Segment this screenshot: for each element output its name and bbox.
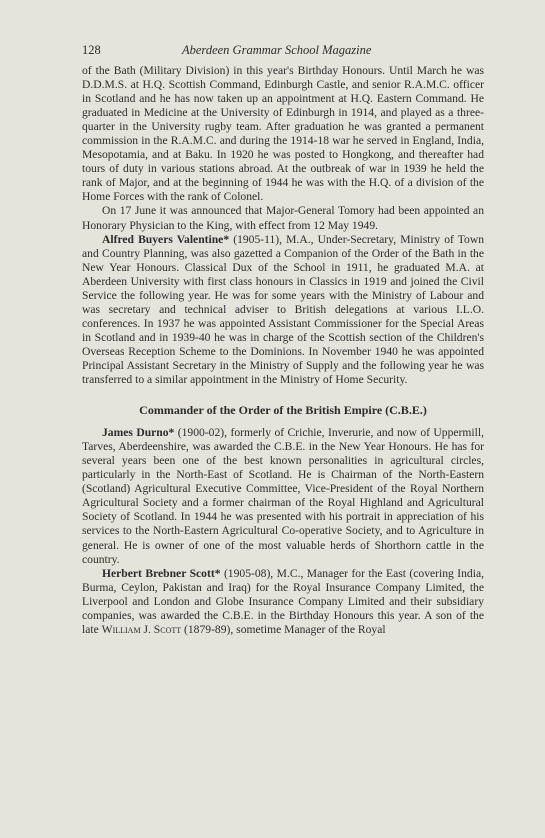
paragraph	[82, 233, 484, 388]
paragraph-text: (1905-08), M.C., Manager for the East (covering India, Burma, Ceylon, Pakistan and Iraq) for the Royal Insurance Company Limited, the Liverpool and London and Globe Insurance Company Limited and their subsidiary companies, was awarded the C.B.E. in the Birthday Honours this year. A son of the late	[82, 566, 484, 636]
section-heading: Commander of the Order of the British Empire (C.B.E.)	[139, 403, 427, 418]
person-name-smallcaps: William J. Scott	[101, 622, 182, 636]
paragraph-text: (1879-89), sometime Manager of the Royal	[181, 622, 386, 636]
paragraph: On 17 June it was announced that Major-General Tomory had been appointed an Honorary Physician to the King, with effect from 12 May 1949.	[82, 204, 484, 232]
paragraph	[82, 426, 484, 566]
person-name: Alfred Buyers Valentine*	[102, 232, 230, 246]
person-name: Herbert Brebner Scott*	[102, 566, 221, 580]
page-number: 128	[82, 43, 101, 57]
article-body	[82, 64, 484, 637]
paragraph	[82, 567, 484, 637]
paragraph-text: (1900-02), formerly of Crichie, Inverurie, and now of Uppermill, Tarves, Aberdeenshire, was awarded the C.B.E. in the New Year Honours. He has for several years been one of the best known personalities in agricultural circles, particularly in the North-East of Scotland. He is Chairman of the North-Eastern (Scotland) Agricultural Executive Committee, Vice-President of the Royal Northern Agricultural Society and a former chairman of the Royal Highland and Agricultural Society of Scotland. In 1944 he was presented with his portrait in appreciation of his services to the North-Eastern Agricultural Co-operative Society, and to Agriculture in general. He is owner of one of the most valuable herds of Shorthorn cattle in the country.	[82, 426, 484, 566]
person-name: James Durno*	[102, 426, 175, 440]
paragraph-text: (1905-11), M.A., Under-Secretary, Ministry of Town and Country Planning, was also gazetted a Companion of the Order of the Bath in the New Year Honours. Classical Dux of the School in 1911, he graduated M.A. at Aberdeen University with first class honours in Classics in 1919 and joined the Civil Service the following year. He was for some years with the Ministry of Labour and was secretary and technical adviser to British delegations at various I.L.O. conferences. In 1937 he was appointed Assistant Commissioner for the Special Areas in Scotland and in 1939-40 he was in charge of the Scottish section of the Children's Overseas Reception Scheme to the Dominions. In November 1940 he was appointed Principal Assistant Secretary in the Ministry of Supply and the following year he was transferred to a similar appointment in the Ministry of Home Security.	[82, 232, 484, 387]
paragraph: of the Bath (Military Division) in this year's Birthday Honours. Until March he was D.D.M.S. at H.Q. Scottish Command, Edinburgh Castle, and senior R.A.M.C. officer in Scotland and he has now taken up an appointment at H.Q. Eastern Command. He graduated in Medicine at the University of Edinburgh in 1914, and played as a three-quarter in the University rugby team. After graduation he was granted a permanent commission in the R.A.M.C. and during the 1914-18 war he served in England, India, Mesopotamia, and at Baku. In 1920 he was posted to Hongkong, and thereafter had tours of duty in various stations abroad. At the outbreak of war in 1939 he held the rank of Major, and at the beginning of 1944 he was with the H.Q. of a division of the Home Forces with the rank of Colonel.	[82, 64, 484, 204]
page-header	[82, 43, 482, 59]
running-head: Aberdeen Grammar School Magazine	[182, 43, 372, 57]
